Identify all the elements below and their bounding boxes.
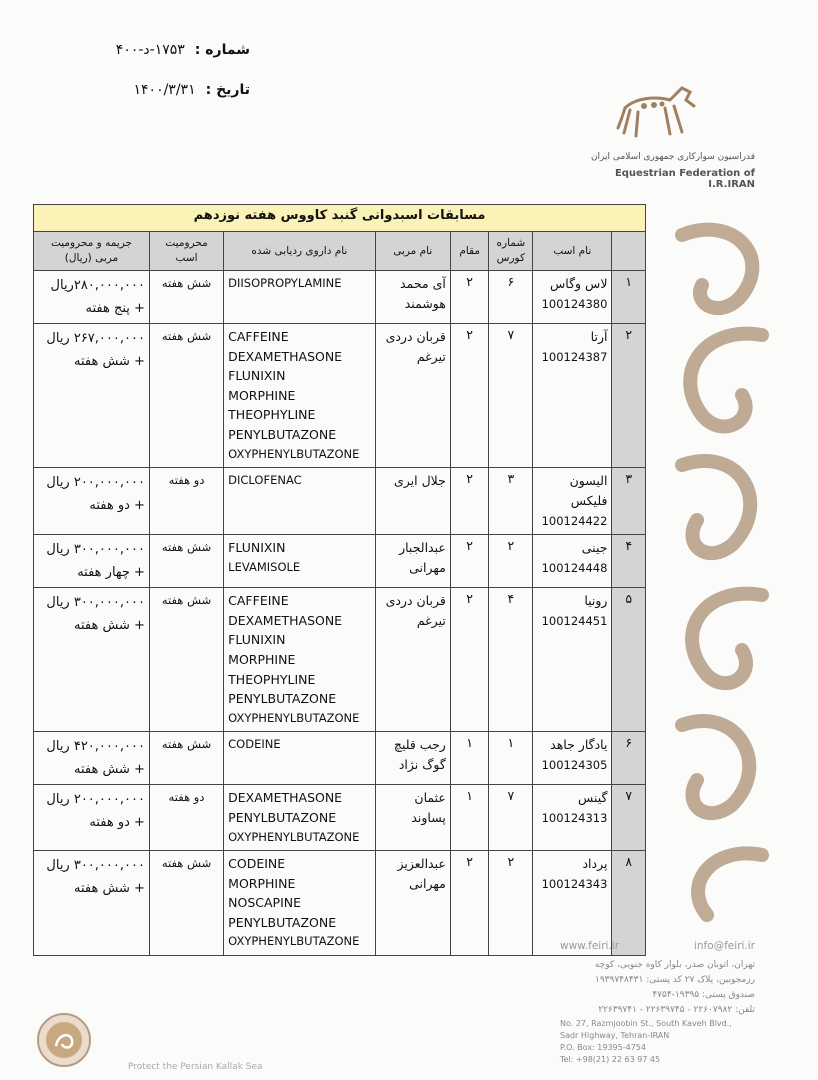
rank: ۲ [450,468,489,535]
trainer-name: آی محمد هوشمند [375,271,450,324]
drug-name: PENYLBUTAZONE [228,426,337,442]
horse-id: 100124387 [541,350,608,364]
horse-ban: شش هفته [149,588,223,732]
trainer-fine [34,785,150,851]
fine-ban: + چهار هفته [77,565,145,581]
table-row [34,732,646,785]
fine-ban: + دو هفته [89,498,145,514]
fine-ban: + دو هفته [89,815,145,831]
fine-amount: ۳۰۰,۰۰۰,۰۰۰ ریال [46,542,145,558]
drug-name: FLUNIXIN [228,368,286,384]
trainer-name: رجب قلیچ گوگ نژاد [375,732,450,785]
course-number: ۳ [489,468,533,535]
horse-ban: دو هفته [149,785,223,851]
rank: ۲ [450,535,489,588]
horse-cell [533,324,612,468]
course-number: ۴ [489,588,533,732]
table-row [34,468,646,535]
drug-name: FLUNIXIN [228,632,286,648]
col-course: شماره کورس [489,232,533,271]
horse-id: 100124305 [541,758,608,773]
email-link[interactable]: info@feiri.ir [693,940,755,952]
address-en-2: Sadr Highway, Tehran-IRAN [560,1031,670,1040]
trainer-name: جلال ایری [375,468,450,535]
fine-ban: + شش هفته [74,762,145,778]
trainer-fine [34,271,150,324]
horse-cell [533,732,612,785]
row-index: ۶ [612,732,646,785]
row-index: ۲ [612,324,646,468]
course-number: ۲ [489,851,533,956]
course-number: ۱ [489,732,533,785]
drug-name: OXYPHENYLBUTAZONE [228,934,360,949]
address-fa-1: تهران، اتوبان صدر، بلوار کاوه جنوبی، کوچه [594,960,755,970]
drug-name: DEXAMETHASONE [228,612,343,628]
phones-fa: تلفن: ۲۲۶۰۷۹۸۲ - ۲۲۶۳۹۷۴۵ - ۲۲۶۳۹۷۴۱ [598,1005,755,1015]
address-en-1: No. 27, Razmjoobin St., South Kaveh Blvd., [560,1019,732,1028]
horse-cell [533,785,612,851]
number-value: ۱۷۵۳-د-۴۰۰ [115,42,185,58]
drug-name: OXYPHENYLBUTAZONE [228,829,360,844]
row-index: ۸ [612,851,646,956]
trainer-name: قربان دردی تیرغم [375,588,450,732]
letter-meta [110,42,250,122]
address-fa-3: صندوق پستی: ۱۹۳۹۵-۴۷۵۴ [652,990,755,1000]
drug-name: CODEINE [228,737,281,752]
letter-number [110,42,250,82]
fine-amount: ۳۰۰,۰۰۰,۰۰۰ ریال [46,858,145,874]
horse-id: 100124313 [541,811,608,826]
drugs-cell [224,324,375,468]
col-fine: جریمه و محرومیت مربی (ریال) [34,232,150,271]
table-row [34,785,646,851]
table-row [34,271,646,324]
table-row [34,588,646,732]
row-index: ۷ [612,785,646,851]
row-index: ۱ [612,271,646,324]
horse-name: الیسون فلیکس [569,473,608,509]
rank: ۱ [450,732,489,785]
horse-ban: شش هفته [149,732,223,785]
trainer-fine [34,324,150,468]
fine-ban: + شش هفته [74,881,145,897]
horse-cell [533,535,612,588]
fine-amount: ۲۰۰,۰۰۰,۰۰۰ ریال [46,475,145,491]
horse-name: پرداد [582,856,608,872]
date-label: تاریخ : [205,82,250,98]
row-index: ۵ [612,588,646,732]
fine-ban: + شش هفته [74,354,145,369]
col-horse: نام اسب [533,232,612,271]
drug-name: OXYPHENYLBUTAZONE [228,446,360,461]
address-fa-2: رزمجوبین، پلاک ۲۷ کد پستی: ۱۹۳۹۷۴۸۴۳۱ [595,975,755,985]
drugs-cell [224,785,375,851]
row-index: ۴ [612,535,646,588]
fine-ban: + پنج هفته [85,301,145,316]
drug-name: DEXAMETHASONE [228,348,343,364]
horse-id: 100124380 [541,297,608,311]
horse-name: یادگار جاهد [550,737,608,753]
course-number: ۶ [489,271,533,324]
trainer-fine [34,732,150,785]
drug-name: LEVAMISOLE [228,559,301,574]
col-idx [612,232,646,271]
drug-name: PENYLBUTAZONE [228,809,337,825]
date-value: ۱۴۰۰/۳/۳۱ [133,82,196,98]
horse-cell [533,271,612,324]
address-en-4: Tel: +98(21) 22 63 97 45 [560,1055,661,1064]
decorative-ornament-icon [662,205,782,925]
horse-ban: دو هفته [149,468,223,535]
horse-name: گینس [578,790,608,806]
trainer-name: عبدالعزیز مهرانی [375,851,450,956]
rank: ۲ [450,324,489,468]
row-index: ۳ [612,468,646,535]
drug-name: NOSCAPINE [228,895,302,911]
drug-name: CAFFEINE [228,329,289,344]
table-row [34,324,646,468]
course-number: ۲ [489,535,533,588]
horse-ban: شش هفته [149,851,223,956]
rank: ۲ [450,588,489,732]
fine-amount: ۲۸۰,۰۰۰,۰۰۰ریال [50,278,145,293]
horse-name: رونیا [584,593,608,609]
horse-id: 100124422 [541,514,608,529]
col-ban: محرومیت اسب [149,232,223,271]
horse-id: 100124451 [541,614,608,629]
drug-name: MORPHINE [228,651,296,667]
horse-ban: شش هفته [149,271,223,324]
table-row [34,535,646,588]
horse-name: آرتا [590,329,608,344]
federation-name-en: Equestrian Federation of I.R.IRAN [614,168,755,190]
course-number: ۷ [489,324,533,468]
drug-name: PENYLBUTAZONE [228,691,337,707]
drug-name: OXYPHENYLBUTAZONE [228,710,360,725]
drug-name: DEXAMETHASONE [228,790,343,806]
trainer-name: عثمان پساوند [375,785,450,851]
drug-name: MORPHINE [228,875,296,891]
trainer-fine [34,588,150,732]
fine-amount: ۳۰۰,۰۰۰,۰۰۰ ریال [46,595,145,611]
col-trainer: نام مربی [375,232,450,271]
federation-logo [565,78,755,188]
drug-name: DIISOPROPYLAMINE [228,276,342,290]
col-drugs: نام داروی ردیابی شده [224,232,375,271]
trainer-fine [34,535,150,588]
horse-ban: شش هفته [149,324,223,468]
federation-name-fa: فدراسیون سوارکاری جمهوری اسلامی ایران [590,152,755,162]
drugs-cell [224,271,375,324]
drugs-cell [224,851,375,956]
drugs-cell [224,732,375,785]
drugs-cell [224,468,375,535]
drug-name: THEOPHYLINE [228,407,316,423]
drug-name: FLUNIXIN [228,540,286,556]
drug-name: THEOPHYLINE [228,671,316,687]
trainer-fine [34,468,150,535]
horse-cell [533,468,612,535]
address-en-3: P.O. Box: 19395-4754 [560,1043,646,1052]
horse-id: 100124448 [541,561,608,576]
rank: ۲ [450,271,489,324]
fine-ban: + شش هفته [74,618,145,634]
seal-logo-icon [36,1012,92,1068]
trainer-fine [34,851,150,956]
letter-date [110,82,250,122]
table-title: مسابقات اسبدوانی گنبد کاووس هفته نوزدهم [34,205,646,232]
fine-amount: ۴۲۰,۰۰۰,۰۰۰ ریال [46,739,145,755]
drug-name: CAFFEINE [228,593,289,609]
drug-name: PENYLBUTAZONE [228,914,337,930]
drugs-cell [224,588,375,732]
website-link[interactable]: www.feiri.ir [560,940,620,952]
horse-cell [533,588,612,732]
number-label: شماره : [194,42,250,58]
footer-contact [560,940,755,1066]
doping-results-table [33,204,646,956]
course-number: ۷ [489,785,533,851]
rank: ۲ [450,851,489,956]
horse-name: لاس وگاس [550,276,608,291]
drug-name: DICLOFENAC [228,473,302,488]
horse-name: جینی [581,540,608,556]
trainer-name: قربان دردی تیرغم [375,324,450,468]
horse-logo-icon [610,78,710,148]
horse-ban: شش هفته [149,535,223,588]
drug-name: MORPHINE [228,387,296,403]
protect-slogan: Protect the Persian Kallak Sea [128,1062,263,1072]
drug-name: CODEINE [228,856,286,872]
rank: ۱ [450,785,489,851]
fine-amount: ۲۶۷,۰۰۰,۰۰۰ ریال [46,331,145,346]
table-row [34,851,646,956]
col-rank: مقام [450,232,489,271]
fine-amount: ۲۰۰,۰۰۰,۰۰۰ ریال [46,792,145,808]
drugs-cell [224,535,375,588]
horse-id: 100124343 [541,877,608,892]
trainer-name: عبدالجبار مهرانی [375,535,450,588]
